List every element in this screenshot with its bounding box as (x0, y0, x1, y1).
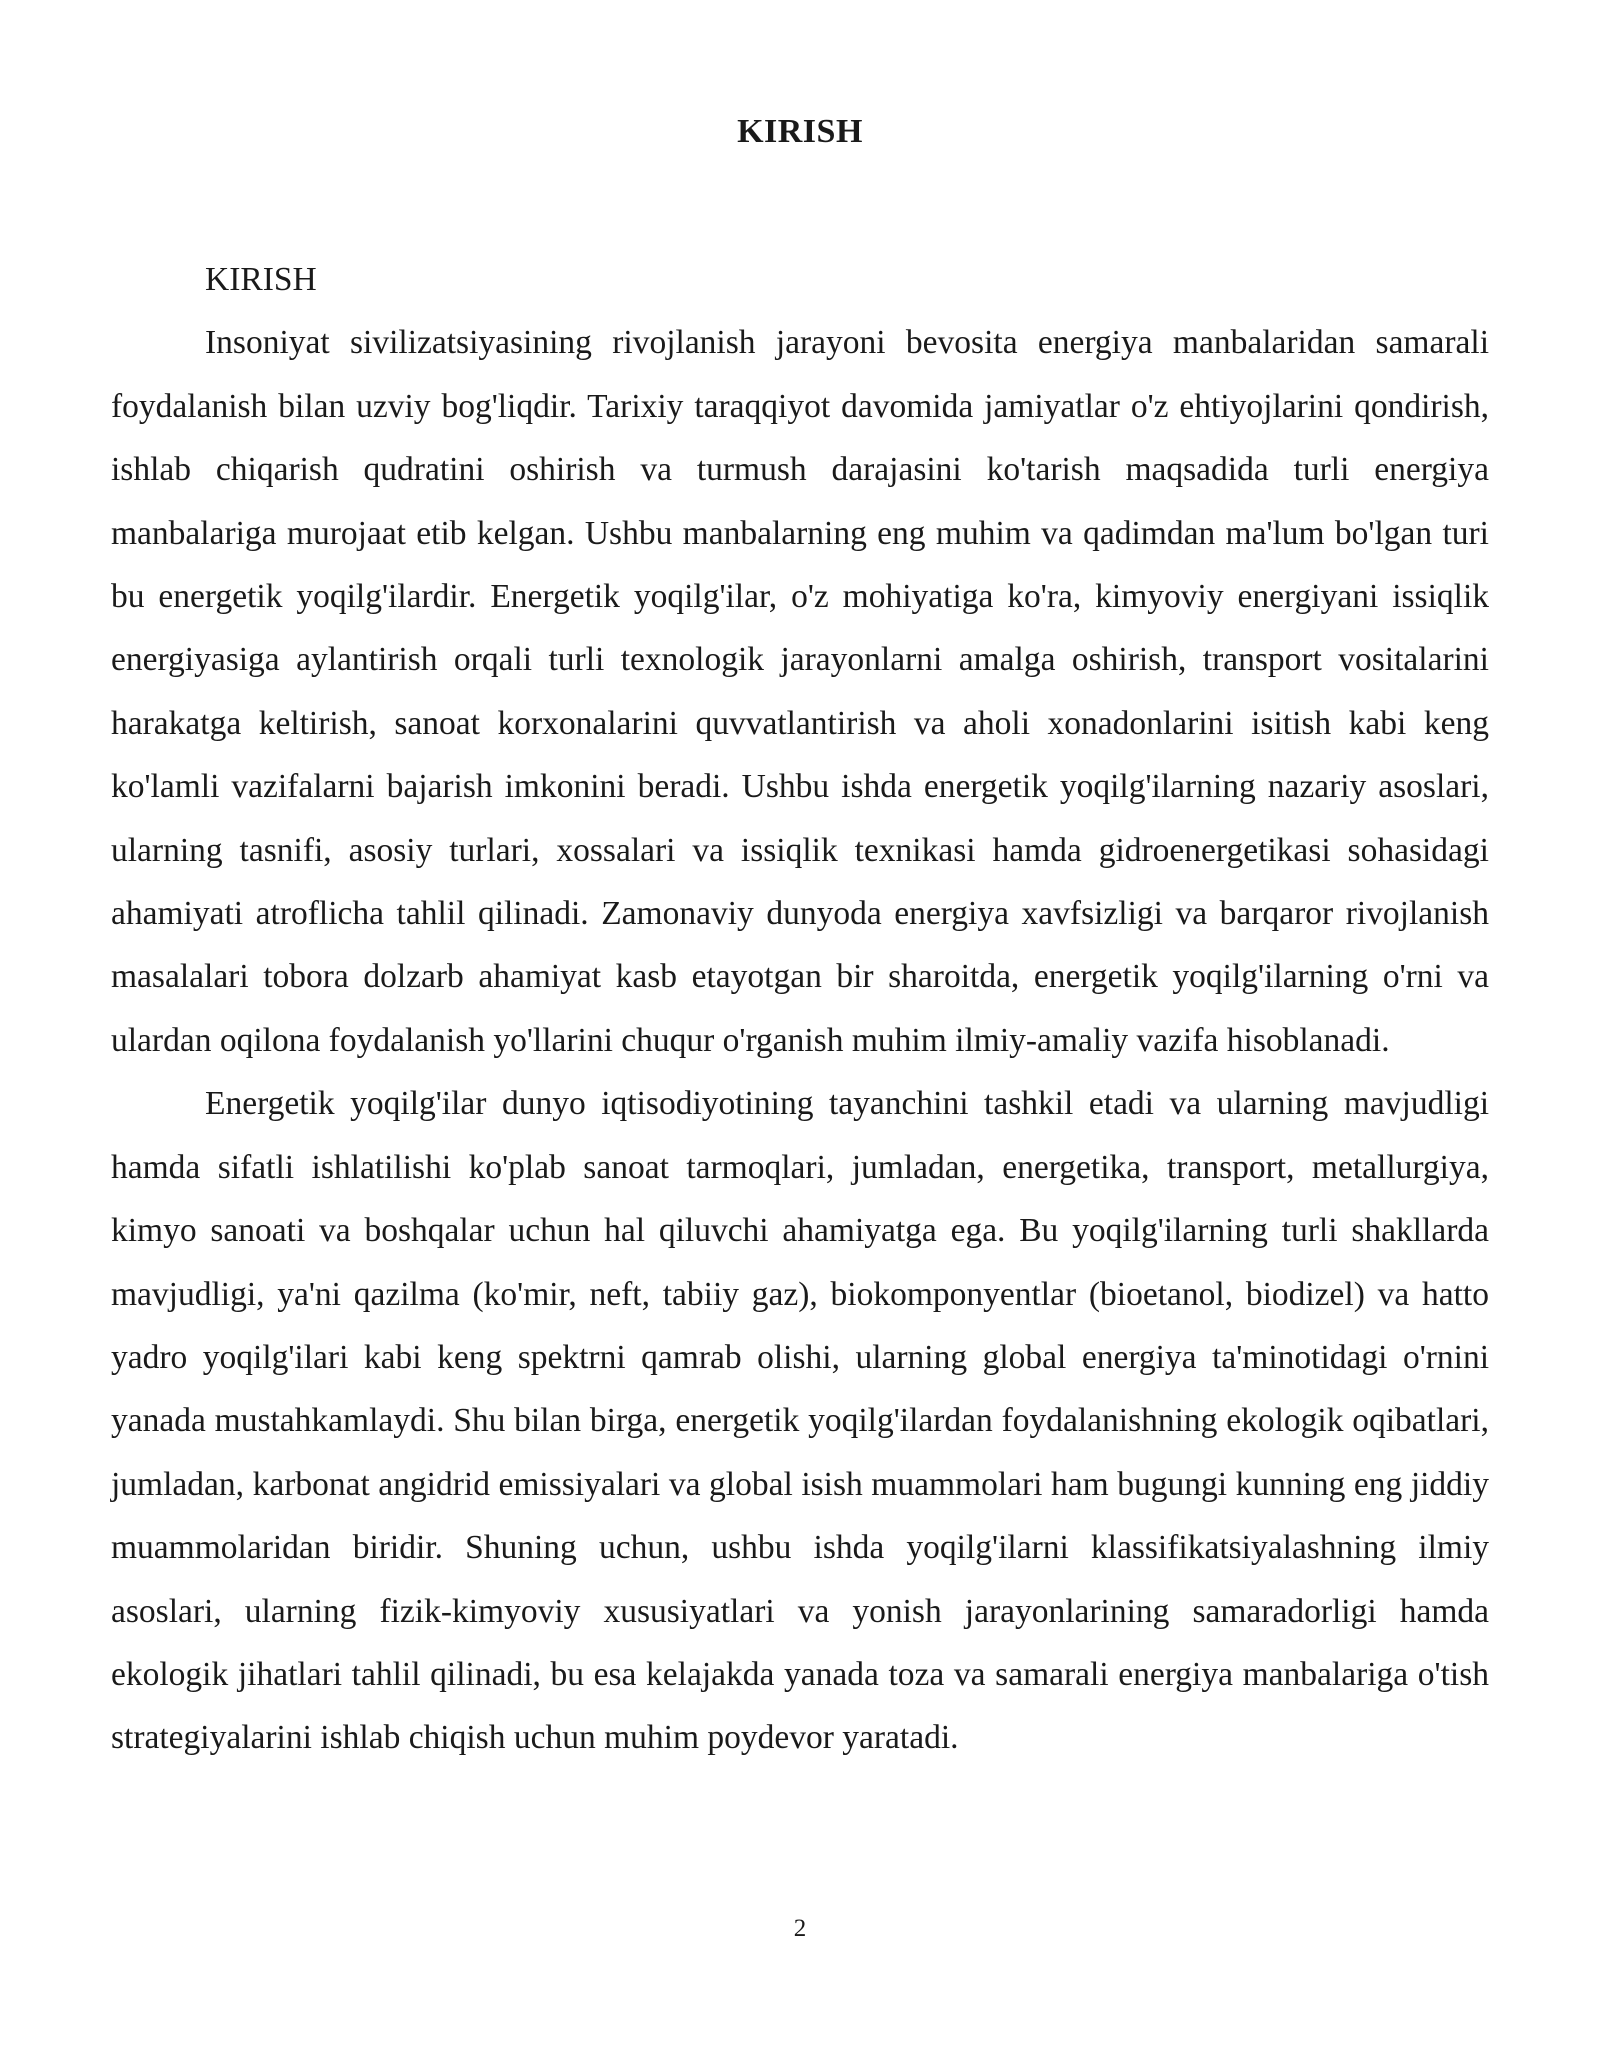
paragraph-2: Energetik yoqilg'ilar dunyo iqtisodiyotining tayanchini tashkil etadi va ularning mavjudligi hamda sifatli ishlatilishi ko'plab sanoat tarmoqlari, jumladan, energetika, transport, metallurgiya, kimyo sanoati va boshqalar uchun hal qiluvchi ahamiyatga ega. Bu yoqilg'ilarning turli shakllarda mavjudligi, ya'ni qazilma (ko'mir, neft, tabiiy gaz), biokomponyentlar (bioetanol, biodizel) va hatto yadro yoqilg'ilari kabi keng spektrni qamrab olishi, ularning global energiya ta'minotidagi o'rnini yanada mustahkamlaydi. Shu bilan birga, energetik yoqilg'ilardan foydalanishning ekologik oqibatlari, jumladan, karbonat angidrid emissiyalari va global isish muammolari ham bugungi kunning eng jiddiy muammolaridan biridir. Shuning uchun, ushbu ishda yoqilg'ilarni klassifikatsiyalashning ilmiy asoslari, ularning fizik-kimyoviy xususiyatlari va yonish jarayonlarining samaradorligi hamda ekologik jihatlari tahlil qilinadi, bu esa kelajakda yanada toza va samarali energiya manbalariga o'tish strategiyalarini ishlab chiqish uchun muhim poydevor yaratadi. (111, 1085, 1489, 1757)
section-subheading: KIRISH (205, 261, 317, 298)
paragraph-1: Insoniyat sivilizatsiyasining rivojlanish jarayoni bevosita energiya manbalaridan samarali foydalanish bilan uzviy bog'liqdir. Tarixiy taraqqiyot davomida jamiyatlar o'z ehtiyojlarini qondirish, ishlab chiqarish qudratini oshirish va turmush darajasini ko'tarish maqsadida turli energiya manbalariga murojaat etib kelgan. Ushbu manbalarning eng muhim va qadimdan ma'lum bo'lgan turi bu energetik yoqilg'ilardir. Energetik yoqilg'ilar, o'z mohiyatiga ko'ra, kimyoviy energiyani issiqlik energiyasiga aylantirish orqali turli texnologik jarayonlarni amalga oshirish, transport vositalarini harakatga keltirish, sanoat korxonalarini quvvatlantirish va aholi xonadonlarini isitish kabi keng ko'lamli vazifalarni bajarish imkonini beradi. Ushbu ishda energetik yoqilg'ilarning nazariy asoslari, ularning tasnifi, asosiy turlari, xossalari va issiqlik texnikasi hamda gidroenergetikasi sohasidagi ahamiyati atroflicha tahlil qilinadi. Zamonaviy dunyoda energiya xavfsizligi va barqaror rivojlanish masalalari tobora dolzarb ahamiyat kasb etayotgan bir sharoitda, energetik yoqilg'ilarning o'rni va ulardan oqilona foydalanish yo'llarini chuqur o'rganish muhim ilmiy-amaliy vazifa hisoblanadi. (111, 324, 1489, 1059)
page-title: KIRISH (737, 113, 863, 150)
page-number: 2 (793, 1915, 807, 1942)
document-body (111, 248, 1489, 1770)
